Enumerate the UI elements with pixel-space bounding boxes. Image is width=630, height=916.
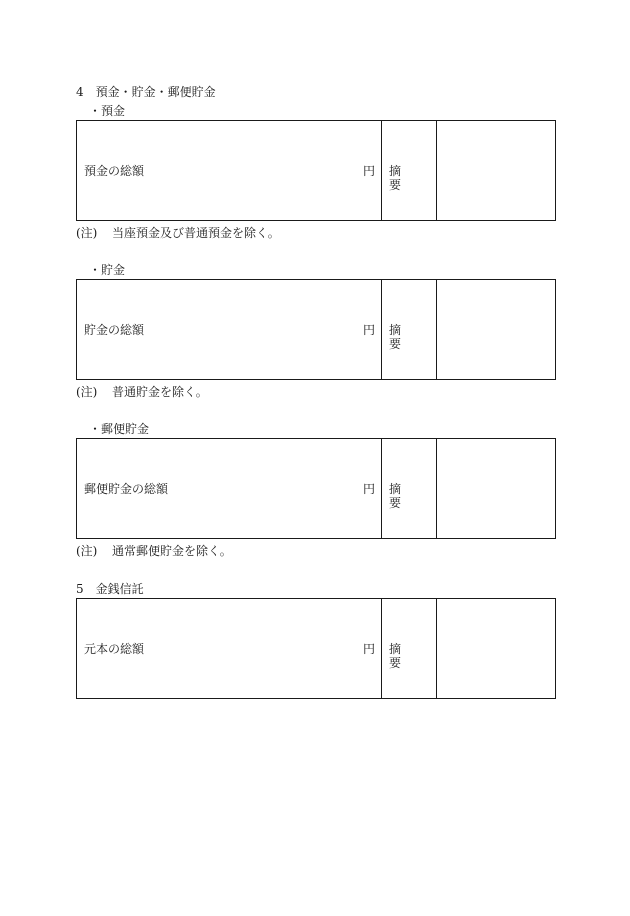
deposit-table: [76, 120, 556, 221]
savings-yen-unit: 円: [362, 323, 375, 337]
deposit-remarks-value[interactable]: [437, 121, 555, 220]
deposit-note: [76, 226, 280, 240]
savings-amount-cell[interactable]: [77, 280, 382, 379]
savings-note-mark: (注): [76, 385, 98, 399]
savings-remarks-label: 摘要: [389, 323, 422, 351]
deposit-note-mark: (注): [76, 226, 98, 240]
postal-note: [76, 544, 232, 558]
trust-amount-label: 元本の総額: [84, 642, 145, 656]
savings-remarks-value[interactable]: [437, 280, 555, 379]
trust-remarks-label: 摘要: [389, 642, 422, 670]
savings-note-text: 普通貯金を除く。: [112, 385, 208, 399]
savings-subheading: ・貯金: [89, 263, 126, 277]
trust-yen-unit: 円: [362, 642, 375, 656]
trust-remarks-label-cell: [382, 599, 437, 698]
savings-remarks-label-cell: [382, 280, 437, 379]
deposit-remarks-label-cell: [382, 121, 437, 220]
savings-table: [76, 279, 556, 380]
section-4-heading: 4 預金・貯金・郵便貯金: [76, 85, 216, 99]
trust-table: [76, 598, 556, 699]
postal-note-text: 通常郵便貯金を除く。: [112, 544, 232, 558]
postal-table: [76, 438, 556, 539]
trust-amount-cell[interactable]: [77, 599, 382, 698]
deposit-note-text: 当座預金及び普通預金を除く。: [112, 226, 280, 240]
postal-amount-label: 郵便貯金の総額: [84, 482, 169, 496]
deposit-remarks-label: 摘要: [389, 164, 422, 192]
section-5-heading: 5 金銭信託: [76, 582, 144, 596]
postal-remarks-label-cell: [382, 439, 437, 538]
deposit-amount-cell[interactable]: [77, 121, 382, 220]
deposit-amount-label: 預金の総額: [84, 164, 145, 178]
trust-remarks-value[interactable]: [437, 599, 555, 698]
postal-subheading: ・郵便貯金: [89, 422, 150, 436]
postal-yen-unit: 円: [362, 482, 375, 496]
postal-remarks-label: 摘要: [389, 482, 422, 510]
savings-note: [76, 385, 208, 399]
deposit-subheading: ・預金: [89, 104, 126, 118]
postal-remarks-value[interactable]: [437, 439, 555, 538]
deposit-yen-unit: 円: [362, 164, 375, 178]
postal-note-mark: (注): [76, 544, 98, 558]
savings-amount-label: 貯金の総額: [84, 323, 145, 337]
postal-amount-cell[interactable]: [77, 439, 382, 538]
